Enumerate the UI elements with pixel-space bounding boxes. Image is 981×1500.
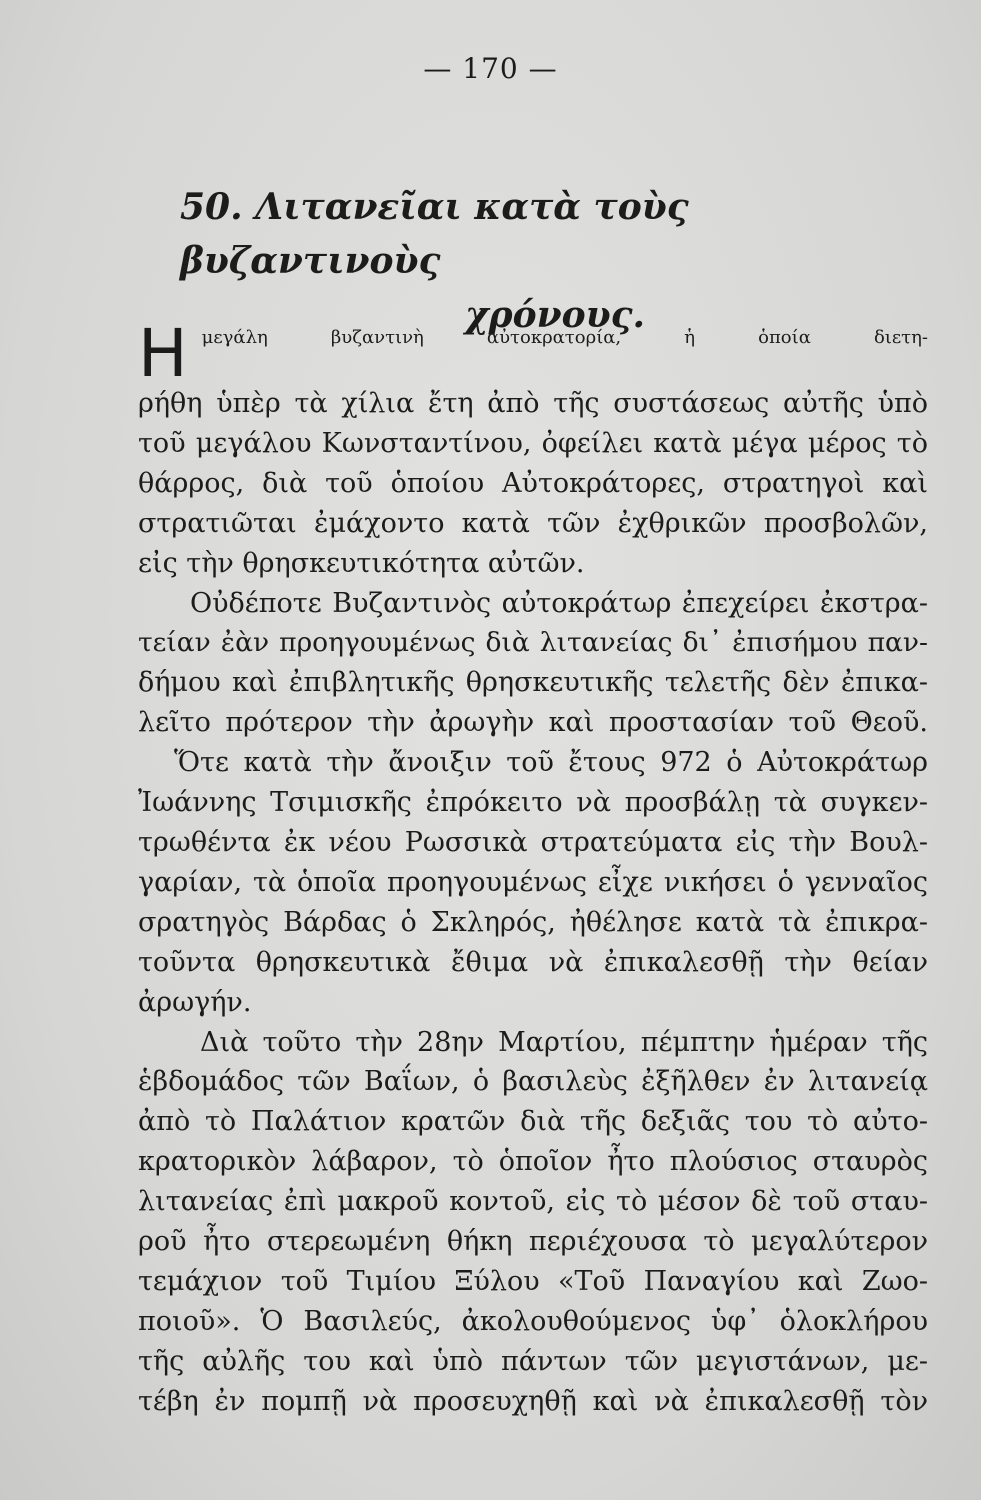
- text-line: στρατιῶται ἐμάχοντο κατὰ τῶν ἐχθρικῶν προσβολῶν,: [138, 507, 928, 539]
- text-line: ροῦ ἦτο στερεωμένη θήκη περιέχουσα τὸ μεγαλύτερον: [138, 1226, 928, 1258]
- paragraph-3: [138, 743, 928, 1022]
- text-line: ἀπὸ τὸ Παλάτιον κρατῶν διὰ τῆς δεξιᾶς του τὸ αὐτο-: [138, 1106, 928, 1138]
- chapter-title-line-1: 50. Λιτανεῖαι κατὰ τοὺς βυζαντινοὺς: [180, 186, 689, 282]
- text-line: δήμου καὶ ἐπιβλητικῆς θρησκευτικῆς τελετῆς δὲν ἐπικα-: [138, 667, 928, 699]
- text-line: κρατορικὸν λάβαρον, τὸ ὁποῖον ἦτο πλούσιος σταυρὸς: [138, 1146, 928, 1178]
- text-line: μεγάλη βυζαντινὴ αὐτοκρατορία, ἡ ὁποία διετη-: [201, 327, 928, 348]
- paragraph-2: [138, 584, 928, 744]
- text-line: γαρίαν, τὰ ὁποῖα προηγουμένως εἶχε νικήσει ὁ γενναῖος: [138, 866, 928, 898]
- text-line: ποιοῦ». Ὁ Βασιλεύς, ἀκολουθούμενος ὑφ᾽ ὁλοκλήρου: [138, 1305, 928, 1337]
- text-line: λεῖτο πρότερον τὴν ἀρωγὴν καὶ προστασίαν τοῦ Θεοῦ.: [138, 707, 928, 739]
- text-line: τρωθέντα ἐκ νέου Ρωσσικὰ στρατεύματα εἰς τὴν Βουλ-: [138, 826, 928, 858]
- chapter-title-line-2: χρόνους.: [465, 294, 646, 336]
- text-line: θάρρος, διὰ τοῦ ὁποίου Αὐτοκράτορες, στρατηγοὶ καὶ: [138, 467, 928, 499]
- text-line: λιτανείας ἐπὶ μακροῦ κοντοῦ, εἰς τὸ μέσον δὲ τοῦ σταυ-: [138, 1186, 928, 1218]
- text-line: τῆς αὐλῆς του καὶ ὑπὸ πάντων τῶν μεγιστάνων, με-: [138, 1345, 928, 1377]
- text-line: Ὅτε κατὰ τὴν ἄνοιξιν τοῦ ἔτους 972 ὁ Αὐτοκράτωρ: [174, 747, 928, 779]
- text-line: ἀρωγήν.: [138, 986, 252, 1018]
- text-line: σρατηγὸς Βάρδας ὁ Σκληρός, ἠθέλησε κατὰ τὰ ἐπικρα-: [138, 906, 928, 938]
- paragraph-4: [138, 1023, 928, 1422]
- text-line: Οὐδέποτε Βυζαντινὸς αὐτοκράτωρ ἐπεχείρει ἐκστρα-: [190, 587, 928, 619]
- text-line: Ἰωάννης Τσιμισκῆς ἐπρόκειτο νὰ προσβάλῃ τὰ συγκεν-: [138, 787, 928, 819]
- text-line: τέβη ἐν πομπῇ νὰ προσευχηθῇ καὶ νὰ ἐπικαλεσθῇ τὸν: [138, 1385, 928, 1417]
- text-line: ρήθη ὑπὲρ τὰ χίλια ἔτη ἀπὸ τῆς συστάσεως αὐτῆς ὑπὸ: [138, 388, 928, 419]
- text-line: τεμάχιον τοῦ Τιμίου Ξύλου «Τοῦ Παναγίου καὶ Ζωο-: [138, 1265, 928, 1297]
- drop-cap: Η: [138, 315, 188, 392]
- text-line: τοῦντα θρησκευτικὰ ἔθιμα νὰ ἐπικαλεσθῇ τὴν θείαν: [138, 946, 928, 978]
- text-line: ἑβδομάδος τῶν Βαΐων, ὁ βασιλεὺς ἐξῆλθεν ἐν λιτανείᾳ: [138, 1066, 928, 1098]
- page-number: — 170 —: [423, 52, 558, 85]
- text-line: τείαν ἐὰν προηγουμένως διὰ λιτανείας δι᾽ ἐπισήμου παν-: [138, 627, 928, 659]
- text-line: Διὰ τοῦτο τὴν 28ην Μαρτίου, πέμπτην ἡμέραν τῆς: [200, 1026, 928, 1058]
- text-line: τοῦ μεγάλου Κωνσταντίνου, ὀφείλει κατὰ μέγα μέρος τὸ: [138, 427, 928, 459]
- text-line: εἰς τὴν θρησκευτικότητα αὐτῶν.: [138, 547, 585, 579]
